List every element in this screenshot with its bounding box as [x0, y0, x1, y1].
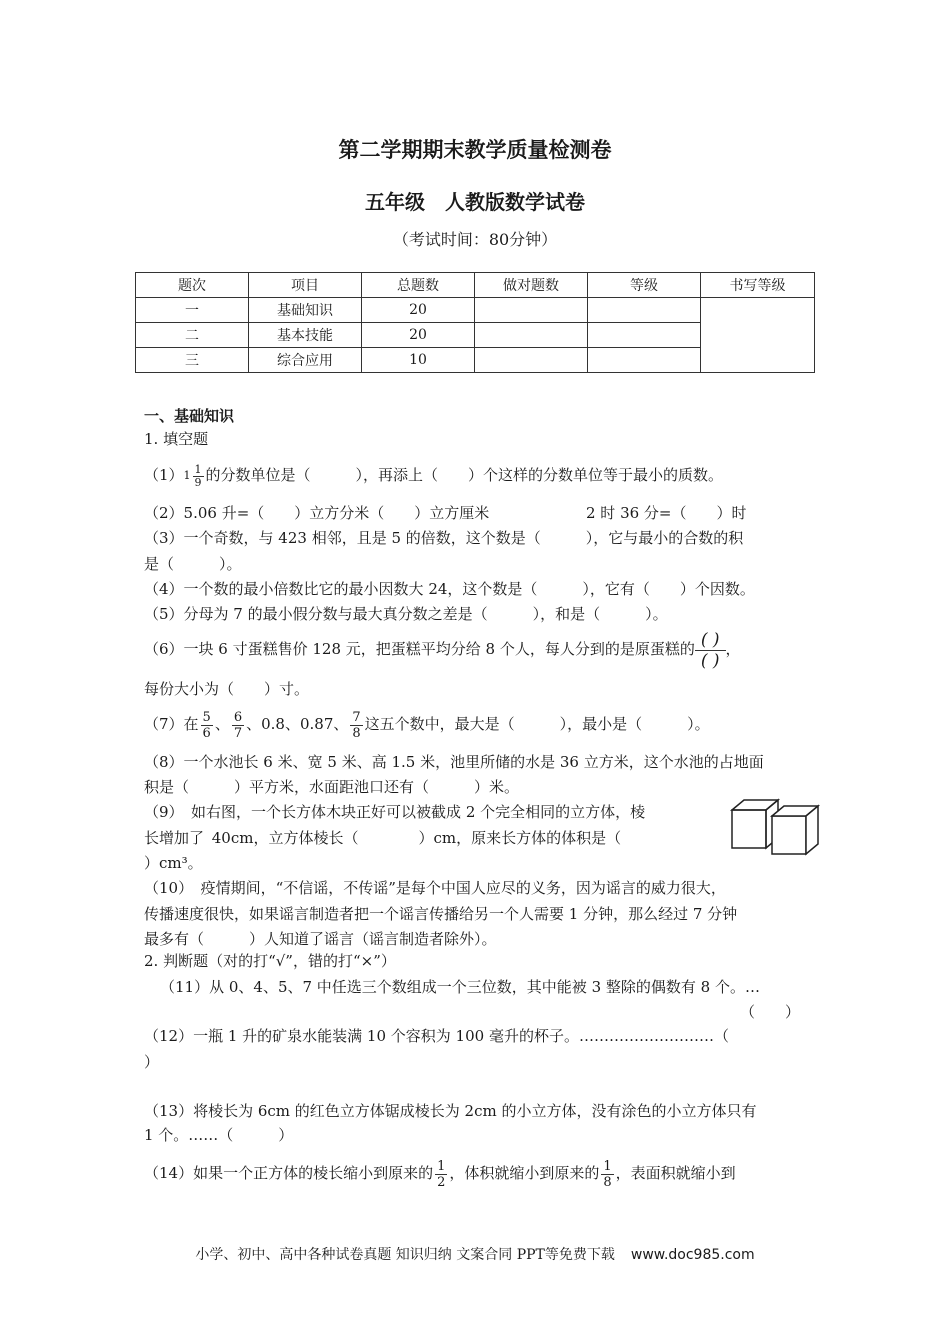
fraction-denominator: 7	[233, 725, 243, 741]
table-header-cell: 项目	[249, 273, 362, 298]
fraction-numerator: 1	[437, 1158, 446, 1174]
question-9-line3: ）cm³。	[144, 854, 203, 872]
question-number: （1）	[144, 466, 184, 484]
question-text: ，体积就缩小到原来的	[449, 1164, 600, 1182]
table-cell: 基础知识	[249, 298, 362, 323]
page-subtitle: 五年级 人教版数学试卷	[365, 190, 585, 214]
question-2-part-b: 2 时 36 分=（ ）时	[586, 504, 747, 522]
fraction-numerator: 5	[202, 709, 211, 725]
question-9-line2: 长增加了 40cm，立方体棱长（ ）cm，原来长方体的体积是（	[144, 829, 622, 847]
table-cell	[475, 323, 588, 348]
section-heading: 一、基础知识	[144, 407, 235, 425]
fraction-numerator: 1	[194, 462, 202, 476]
question-text-comma: ，	[725, 640, 741, 658]
footer-text: 小学、初中、高中各种试卷真题 知识归纳 文案合同 PPT等免费下载	[195, 1247, 615, 1263]
table-cell: 综合应用	[249, 348, 362, 373]
part-heading-fill-blank: 1. 填空题	[144, 430, 209, 448]
question-10-line1: （10） 疫情期间，“不信谣，不传谣”是每个中国人应尽的义务，因为谣言的威力很大，	[144, 879, 726, 897]
fraction	[601, 1159, 613, 1190]
table-header-row	[136, 273, 815, 298]
question-text: （7）在	[144, 715, 199, 733]
table-cell: 20	[362, 298, 475, 323]
fraction-numerator: 1	[603, 1158, 612, 1174]
question-9-line1: （9） 如右图，一个长方体木块正好可以被截成 2 个完全相同的立方体，棱	[144, 803, 646, 821]
table-row	[136, 298, 815, 323]
fraction-denominator: 6	[202, 725, 211, 741]
question-text: （6）一块 6 寸蛋糕售价 128 元，把蛋糕平均分给 8 个人，每人分到的是原蛋糕的	[144, 640, 695, 658]
score-table	[135, 272, 815, 373]
fraction	[193, 464, 204, 489]
table-header-cell: 总题数	[362, 273, 475, 298]
footer	[0, 1244, 950, 1264]
table-cell: 三	[136, 348, 249, 373]
question-2: （2）5.06 升=（ ）立方分米（ ）立方厘米	[144, 504, 490, 522]
question-14	[144, 1151, 736, 1195]
question-12-line1: （12）一瓶 1 升的矿泉水能装满 10 个容积为 100 毫升的杯子。………………………（	[144, 1027, 729, 1045]
fraction-denominator-blank: ( )	[700, 650, 720, 671]
exam-time: （考试时间：80分钟）	[392, 230, 558, 249]
table-cell-writing-grade	[701, 298, 815, 373]
question-5: （5）分母为 7 的最小假分数与最大真分数之差是（ ），和是（ ）。	[144, 605, 668, 623]
table-cell: 一	[136, 298, 249, 323]
question-text: （14）如果一个正方体的棱长缩小到原来的	[144, 1164, 434, 1182]
table-cell	[588, 323, 701, 348]
fraction	[350, 710, 362, 741]
table-cell	[588, 298, 701, 323]
part-heading-true-false: 2. 判断题（对的打“√”，错的打“×”）	[144, 952, 396, 970]
question-13-line1: （13）将棱长为 6cm 的红色立方体锯成棱长为 2cm 的小立方体，没有涂色的小立方体只有	[144, 1102, 757, 1120]
table-cell: 20	[362, 323, 475, 348]
table-header-cell: 做对题数	[475, 273, 588, 298]
table-header-cell: 书写等级	[701, 273, 815, 298]
question-11-answer-blank: （ ）	[740, 1003, 801, 1021]
question-1	[144, 455, 723, 496]
question-13-line2: 1 个。……（ ）	[144, 1126, 294, 1144]
table-cell: 二	[136, 323, 249, 348]
question-text: 、0.8、0.87、	[246, 715, 349, 733]
question-text: 这五个数中，最大是（ ），最小是（ ）。	[364, 715, 710, 733]
fraction-denominator: 8	[352, 725, 361, 741]
fraction-denominator: 8	[603, 1174, 612, 1190]
question-6-line2: 每份大小为（ ）寸。	[144, 680, 310, 698]
table-cell	[475, 348, 588, 373]
fraction-blank	[695, 630, 726, 671]
fraction	[435, 1159, 447, 1190]
table-cell: 基本技能	[249, 323, 362, 348]
cube-left-front	[732, 810, 766, 848]
table-cell: 10	[362, 348, 475, 373]
fraction-numerator: 7	[352, 709, 361, 725]
fraction	[201, 710, 213, 741]
question-10-line2: 传播速度很快，如果谣言制造者把一个谣言传播给另一个人需要 1 分钟，那么经过 7 分钟	[144, 905, 738, 923]
question-7	[144, 702, 710, 746]
question-text: ，表面积就缩小到	[615, 1164, 736, 1182]
fraction-numerator-blank: ( )	[695, 630, 726, 651]
table-header-cell: 等级	[588, 273, 701, 298]
table-header-cell: 题次	[136, 273, 249, 298]
fraction-numerator: 6	[233, 709, 243, 725]
fraction-denominator: 2	[437, 1174, 446, 1190]
fraction	[232, 710, 244, 741]
two-cubes-figure	[728, 796, 824, 856]
question-3-line2: 是（ ）。	[144, 555, 242, 573]
question-8-line2: 积是（ ）平方米，水面距池口还有（ ）米。	[144, 778, 520, 796]
question-12-line2: ）	[144, 1053, 160, 1071]
page-title: 第二学期期末教学质量检测卷	[338, 138, 612, 162]
mixed-number-whole: 1	[183, 469, 191, 482]
cube-right-front	[772, 816, 806, 854]
footer-url[interactable]: www.doc985.com	[630, 1247, 755, 1263]
question-6-line1	[144, 626, 741, 672]
question-8-line1: （8）一个水池长 6 米、宽 5 米、高 1.5 米，池里所储的水是 36 立方米，这个水池的占地面	[144, 753, 764, 771]
fraction-denominator: 9	[194, 475, 202, 489]
question-10-line3: 最多有（ ）人知道了谣言（谣言制造者除外）。	[144, 930, 497, 948]
separator: 、	[214, 715, 230, 733]
table-cell	[475, 298, 588, 323]
table-cell	[588, 348, 701, 373]
question-11-line1: （11）从 0、4、5、7 中任选三个数组成一个三位数，其中能被 3 整除的偶数有 8 个。…	[160, 978, 760, 996]
question-3-line1: （3）一个奇数，与 423 相邻，且是 5 的倍数，这个数是（ ），它与最小的合数的积	[144, 529, 744, 547]
question-4: （4）一个数的最小倍数比它的最小因数大 24，这个数是（ ），它有（ ）个因数。	[144, 580, 755, 598]
question-text: 的分数单位是（ ），再添上（ ）个这样的分数单位等于最小的质数。	[205, 466, 724, 484]
